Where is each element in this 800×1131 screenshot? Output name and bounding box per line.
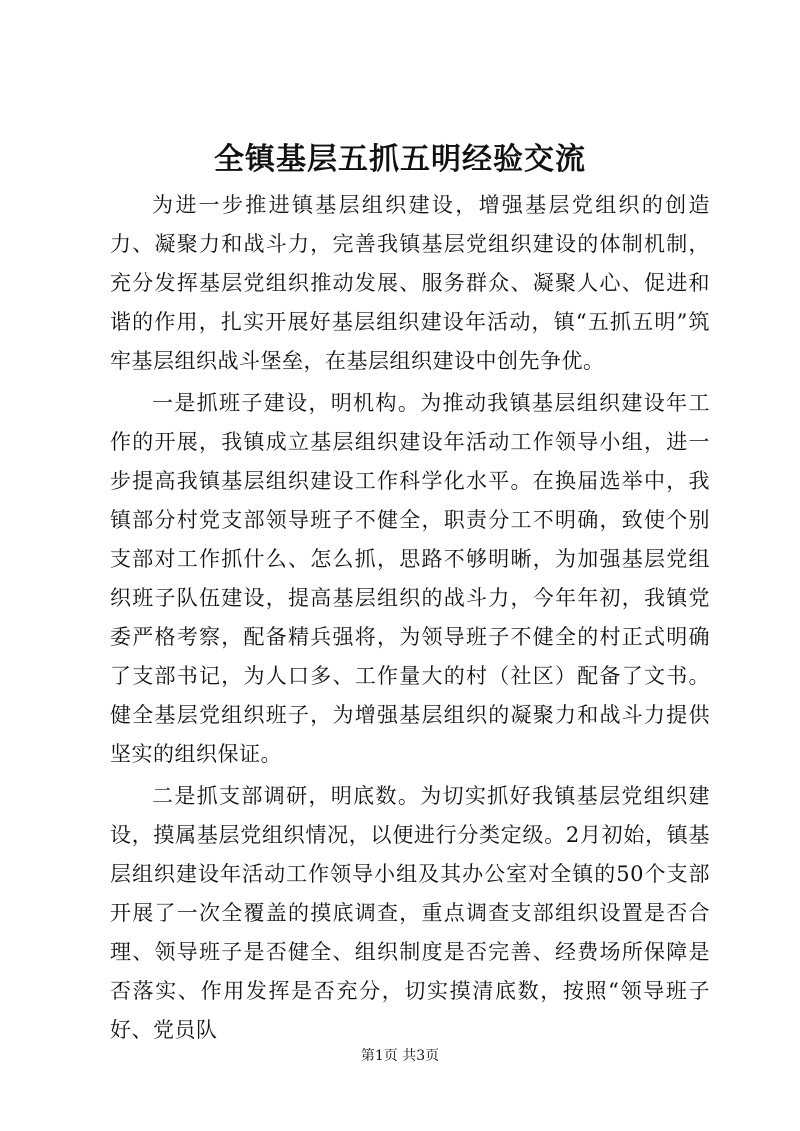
paragraph-intro: 为进一步推进镇基层组织建设，增强基层党组织的创造力、凝聚力和战斗力，完善我镇基层党组织建设的体制机制，充分发挥基层党组织推动发展、服务群众、凝聚人心、促进和谐的作用，扎实开展好基层组织建设年活动，镇“五抓五明”筑牢基层组织战斗堡垒，在基层组织建设中创先争优。 xyxy=(110,193,710,373)
paragraph-team-building: 一是抓班子建设，明机构。为推动我镇基层组织建设年工作的开展，我镇成立基层组织建设年活动工作领导小组，进一步提高我镇基层组织建设工作科学化水平。在换届选举中，我镇部分村党支部领导班子不健全，职责分工不明确，致使个别支部对工作抓什么、怎么抓，思路不够明晰，为加强基层党组织班子队伍建设，提高基层组织的战斗力，今年年初，我镇党委严格考察，配备精兵强将，为领导班子不健全的村正式明确了支部书记，为人口多、工作量大的村（社区）配备了文书。健全基层党组织班子，为增强基层组织的凝聚力和战斗力提供坚实的组织保证。 xyxy=(110,391,710,766)
page-footer: 第1页 共3页 xyxy=(360,1048,440,1064)
paragraph-branch-research: 二是抓支部调研，明底数。为切实抓好我镇基层党组织建设，摸属基层党组织情况，以便进行分类定级。2月初始，镇基层组织建设年活动工作领导小组及其办公室对全镇的50个支部开展了一次全覆盖的摸底调查，重点调查支部组织设置是否合理、领导班子是否健全、组织制度是否完善、经费场所保障是否落实、作用发挥是否充分，切实摸清底数，按照“领导班子好、党员队 xyxy=(110,784,710,1042)
document-body xyxy=(110,186,710,1053)
document-title: 全镇基层五抓五明经验交流 xyxy=(214,142,586,177)
